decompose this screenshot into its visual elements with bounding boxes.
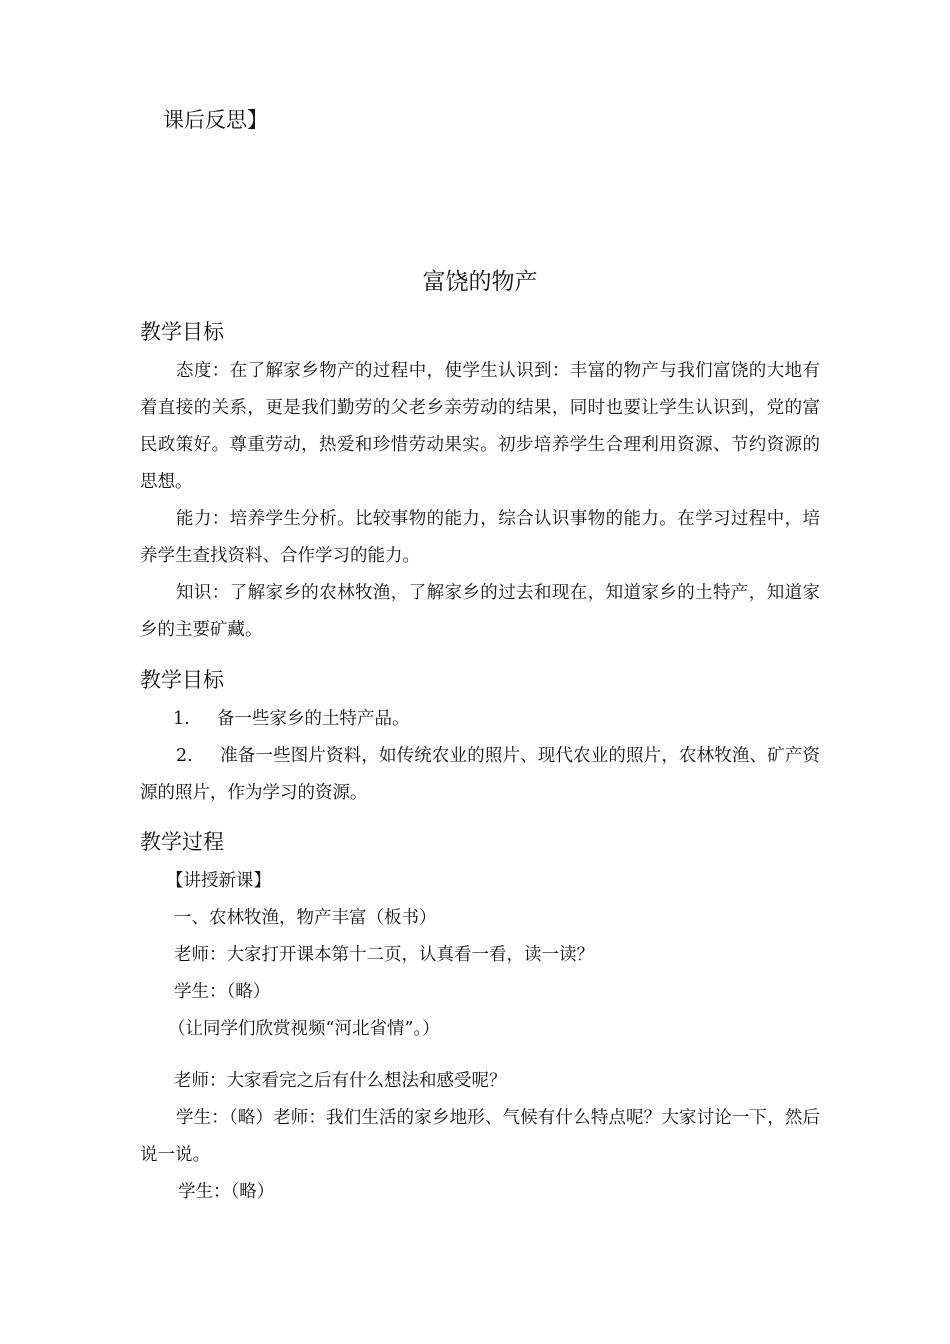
dialogue-line-1: 老师：大家打开课本第十二页，认真看一看，读一读？ <box>174 945 594 965</box>
dialogue-line-2: 学生：（略） <box>174 982 271 1002</box>
objective-ability: 能力：培养学生分析。比较事物的能力，综合认识事物的能力。在学习过程中，培养学生查找资料、合作学习的能力。 <box>140 509 820 566</box>
preparation-item-1 <box>173 701 410 738</box>
list-text: 备一些家乡的土特产品。 <box>217 709 410 729</box>
objective-attitude: 态度：在了解家乡物产的过程中，使学生认识到：丰富的物产与我们富饶的大地有着直接的关系，更是我们勤劳的父老乡亲劳动的结果，同时也要让学生认识到，党的富民政策好。尊重劳动，热爱和珍惜劳动果实。初步培养学生合理利用资源、节约资源的思想。 <box>140 361 820 492</box>
list-number: 1. <box>173 709 190 729</box>
process-heading: 教学过程 <box>140 830 224 854</box>
lesson-title: 富饶的物产 <box>422 269 538 295</box>
preparation-item-2 <box>140 738 820 812</box>
dialogue-line-5: 学生：（略）老师：我们生活的家乡地形、气候有什么特点呢？大家讨论一下，然后说一说。 <box>140 1108 820 1165</box>
objectives-heading: 教学目标 <box>140 320 224 344</box>
objective-knowledge: 知识：了解家乡的农林牧渔，了解家乡的过去和现在，知道家乡的土特产，知道家乡的主要矿藏。 <box>140 583 820 640</box>
previous-section-heading: 课后反思】 <box>163 108 268 132</box>
process-subheading: 【讲授新课】 <box>166 871 271 891</box>
preparation-heading: 教学目标 <box>140 668 224 692</box>
dialogue-line-3: （让同学们欣赏视频“河北省情”。） <box>168 1019 440 1039</box>
list-text: 准备一些图片资料，如传统农业的照片、现代农业的照片，农林牧渔、矿产资源的照片，作为学习的资源。 <box>140 746 820 803</box>
list-number: 2. <box>176 746 193 766</box>
dialogue-line-6: 学生：（略） <box>178 1182 275 1202</box>
process-topic: 一、农林牧渔，物产丰富（板书） <box>174 908 437 928</box>
dialogue-line-4: 老师：大家看完之后有什么想法和感受呢？ <box>174 1071 507 1091</box>
